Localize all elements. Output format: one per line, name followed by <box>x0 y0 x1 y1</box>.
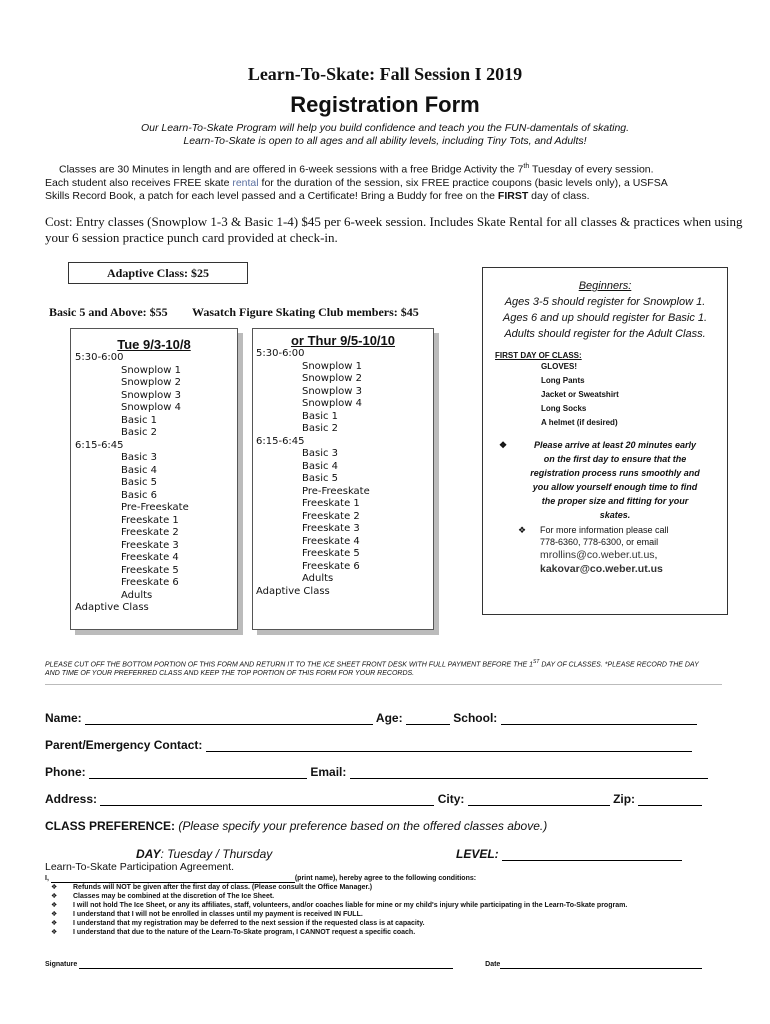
class-level: Freeskate 1 <box>302 498 360 509</box>
beginners-line-3: Adults should register for the Adult Class. <box>504 328 706 340</box>
class-level: Snowplow 3 <box>302 385 362 397</box>
wasatch-rate: Wasatch Figure Skating Club members: $45 <box>192 305 419 319</box>
print-name-input[interactable] <box>51 874 295 883</box>
arrive-note-line: on the first day to ensure that the <box>543 454 687 464</box>
parent-input[interactable] <box>206 750 692 752</box>
city-input[interactable] <box>468 804 610 806</box>
arrive-note <box>483 438 727 522</box>
agreement-item <box>45 901 717 910</box>
diamond-bullet-icon: ❖ <box>51 893 58 900</box>
diamond-bullet-icon: ❖ <box>51 920 58 927</box>
agreement-item <box>45 883 717 892</box>
contact-info-line-2: 778-6360, 778-6300, or email <box>540 537 659 547</box>
class-level: Snowplow 3 <box>121 389 181 401</box>
city-label: City: <box>437 792 465 806</box>
class-level: Freeskate 4 <box>302 535 360 547</box>
class-level: Freeskate 6 <box>121 577 179 588</box>
date-label: Date <box>485 961 501 968</box>
arrive-note-line: Please arrive at least 20 minutes early <box>533 440 697 450</box>
class-level: Snowplow 4 <box>121 402 181 413</box>
class-level: Snowplow 1 <box>302 360 362 372</box>
parent-label: Parent/Emergency Contact: <box>45 738 203 752</box>
tuesday-time-1: 5:30-6:00 <box>75 352 124 363</box>
day-label: DAY <box>136 847 161 861</box>
tuesday-class-list <box>71 352 237 615</box>
email-label: Email: <box>310 765 347 779</box>
thursday-heading: or Thur 9/5-10/10 <box>290 333 396 348</box>
beginners-line-1: Ages 3-5 should register for Snowplow 1. <box>504 296 706 308</box>
class-level: Basic 3 <box>121 452 158 463</box>
agreement-item-text: I will not hold The Ice Sheet, or any its affiliates, staff, volunteers, and/or coaches liable for mine or my child's injury while participating in the Learn-To-Skate program. <box>73 902 628 909</box>
address-input[interactable] <box>100 804 434 806</box>
signature-input[interactable] <box>79 960 453 969</box>
email-input[interactable] <box>350 777 708 779</box>
cost-paragraph: Cost: Entry classes (Snowplow 1-3 & Basic 1-4) $45 per 6-week session. Includes Skate Rental for all classes & practices when using your 6 session practice punch card provided at check-in. <box>45 214 743 245</box>
class-preference-note: (Please specify your preference based on the offered classes above.) <box>175 819 548 833</box>
email-link-1[interactable]: mrollins@co.weber.ut.us <box>540 549 655 561</box>
arrive-note-line: registration process runs smoothly and <box>530 468 700 478</box>
class-level: Freeskate 5 <box>302 548 360 559</box>
day-row <box>136 847 272 861</box>
thursday-time-1: 5:30-6:00 <box>256 348 305 359</box>
agreement-item-text: Refunds will NOT be given after the first day of class. (Please consult the Office Manager.) <box>73 884 373 891</box>
class-preference-label: CLASS PREFERENCE: <box>45 819 176 833</box>
diamond-bullet-icon: ❖ <box>518 525 527 535</box>
page-title: Registration Form <box>290 92 480 117</box>
school-input[interactable] <box>501 723 697 725</box>
class-level: Freeskate 1 <box>121 514 179 526</box>
zip-label: Zip: <box>613 792 636 806</box>
first-day-item: Jacket or Sweatshirt <box>541 390 619 399</box>
beginners-line-2: Ages 6 and up should register for Basic 1. <box>502 312 708 324</box>
arrive-note-line: you allow yourself enough time to find <box>532 482 698 492</box>
level-input[interactable] <box>502 859 682 861</box>
class-level: Pre-Freeskate <box>302 485 370 497</box>
diamond-bullet-icon: ❖ <box>51 902 58 909</box>
class-level: Basic 3 <box>302 448 339 459</box>
info-paragraph: Classes are 30 Minutes in length and are offered in 6-week sessions with a free Bridge Activity the 7th Tuesday of every session. Each student also receives FREE skate rental for the duration of the session, six FREE practice coupons (basic levels only), a USFSA Skills Record Book, a patch for each level passed and a Certificate! Bring a Buddy for free on the FIRST day of class. <box>45 163 668 202</box>
agreement-item-text: Classes may be combined at the discretion of The Ice Sheet. <box>73 893 275 900</box>
class-level: Basic 2 <box>121 427 158 438</box>
thursday-schedule-box <box>252 328 434 630</box>
class-level: Freeskate 3 <box>121 539 179 551</box>
cut-notice: PLEASE CUT OFF THE BOTTOM PORTION OF THIS FORM AND RETURN IT TO THE ICE SHEET FRONT DESK WITH FULL PAYMENT BEFORE THE 1ST DAY OF CLASSES. *PLEASE RECORD THE DAY AND TIME OF YOUR PREFERRED CLASS AND KEEP THE TOP PORTION OF THIS FORM FOR YOUR RECORDS. <box>45 659 699 678</box>
agreement-list <box>45 883 717 937</box>
tuesday-time-2: 6:15-6:45 <box>75 439 124 451</box>
address-label: Address: <box>45 792 98 806</box>
class-level: Snowplow 1 <box>121 364 181 376</box>
name-input[interactable] <box>85 723 373 725</box>
class-level: Adults <box>121 589 153 601</box>
class-level: Freeskate 4 <box>121 552 179 563</box>
class-level: Basic 5 <box>121 477 158 488</box>
thursday-adaptive: Adaptive Class <box>256 585 330 597</box>
agreement-item <box>45 910 717 919</box>
first-day-item: Long Pants <box>541 376 585 385</box>
first-day-item: A helmet (if desired) <box>541 418 618 427</box>
class-level: Basic 5 <box>302 473 339 484</box>
intro-line-1: Our Learn-To-Skate Program will help you build confidence and teach you the FUN-damentals of skating. <box>140 122 630 134</box>
class-level: Snowplow 4 <box>302 398 362 409</box>
phone-label: Phone: <box>45 765 86 779</box>
class-level: Adults <box>302 573 334 584</box>
age-input[interactable] <box>406 723 450 725</box>
class-preference-row <box>45 819 547 833</box>
email-comma: , <box>654 549 658 561</box>
thursday-class-list <box>253 348 433 598</box>
first-day-item: GLOVES! <box>541 362 578 371</box>
tuesday-heading: Tue 9/3-10/8 <box>117 337 191 352</box>
agreement-item-text: I understand that due to the nature of the Learn-To-Skate program, I CANNOT request a specific coach. <box>73 929 416 936</box>
class-level: Snowplow 2 <box>302 373 362 384</box>
agreement-item-text: I understand that my registration may be deferred to the next session if the requested class is at capacity. <box>73 920 425 927</box>
tuesday-schedule-box <box>70 328 238 630</box>
class-level: Freeskate 3 <box>302 523 360 534</box>
phone-row <box>45 765 725 779</box>
beginners-heading: Beginners: <box>578 280 632 292</box>
basic5-rate: Basic 5 and Above: $55 <box>49 305 168 319</box>
school-label: School: <box>453 711 498 725</box>
diamond-bullet-icon: ❖ <box>51 884 58 891</box>
agreement-item <box>45 892 717 901</box>
class-level: Snowplow 2 <box>121 377 181 388</box>
class-level: Pre-Freeskate <box>121 502 189 513</box>
age-label: Age: <box>375 711 403 725</box>
class-level: Freeskate 6 <box>302 560 360 572</box>
day-value[interactable]: : Tuesday / Thursday <box>160 847 273 861</box>
arrive-note-line: skates. <box>599 510 631 520</box>
class-level: Basic 6 <box>121 489 158 501</box>
first-day-heading: FIRST DAY OF CLASS: <box>495 351 582 360</box>
address-row <box>45 792 725 806</box>
agreement-item <box>45 919 717 928</box>
signature-row <box>45 960 725 969</box>
contact-info-line-1: For more information please call <box>540 525 669 535</box>
class-level: Freeskate 5 <box>121 564 179 576</box>
intro-line-2: Learn-To-Skate is open to all ages and all ability levels, including Tiny Tots, and Adults! <box>183 135 587 147</box>
class-level: Basic 4 <box>302 460 339 472</box>
level-row <box>456 847 682 861</box>
diamond-bullet-icon: ❖ <box>51 911 58 918</box>
class-level: Freeskate 2 <box>302 510 360 522</box>
name-row <box>45 711 725 725</box>
phone-input[interactable] <box>89 777 307 779</box>
tuesday-adaptive: Adaptive Class <box>75 602 149 613</box>
date-input[interactable] <box>500 960 702 969</box>
name-label: Name: <box>45 711 82 725</box>
thursday-time-2: 6:15-6:45 <box>256 435 305 447</box>
agreement-intro: I, (print name), hereby agree to the following conditions: <box>45 875 477 882</box>
info-sidebar-box <box>482 267 728 615</box>
class-level: Basic 2 <box>302 423 339 434</box>
zip-input[interactable] <box>638 804 702 806</box>
class-level: Basic 1 <box>121 414 158 426</box>
cut-divider <box>45 684 722 685</box>
arrive-note-line: the proper size and fitting for your <box>541 496 689 506</box>
agreement-title: Learn-To-Skate Participation Agreement. <box>45 861 235 873</box>
session-subtitle: Learn-To-Skate: Fall Session I 2019 <box>247 64 523 84</box>
class-level: Basic 1 <box>302 410 339 422</box>
signature-label: Signature <box>45 961 78 968</box>
diamond-bullet-icon: ❖ <box>51 929 58 936</box>
agreement-item-text: I understand that I will not be enrolled in classes until my payment is received IN FULL. <box>73 911 363 918</box>
contact-info <box>483 524 727 576</box>
email-link-2[interactable]: kakovar@co.weber.ut.us <box>540 563 663 575</box>
parent-row <box>45 738 725 752</box>
first-day-item: Long Socks <box>541 404 587 413</box>
class-level: Basic 4 <box>121 464 158 476</box>
agreement-item <box>45 928 717 937</box>
class-level: Freeskate 2 <box>121 527 179 538</box>
diamond-bullet-icon: ❖ <box>499 440 508 450</box>
level-label: LEVEL: <box>456 847 499 861</box>
adaptive-rate-box: Adaptive Class: $25 <box>68 262 248 284</box>
